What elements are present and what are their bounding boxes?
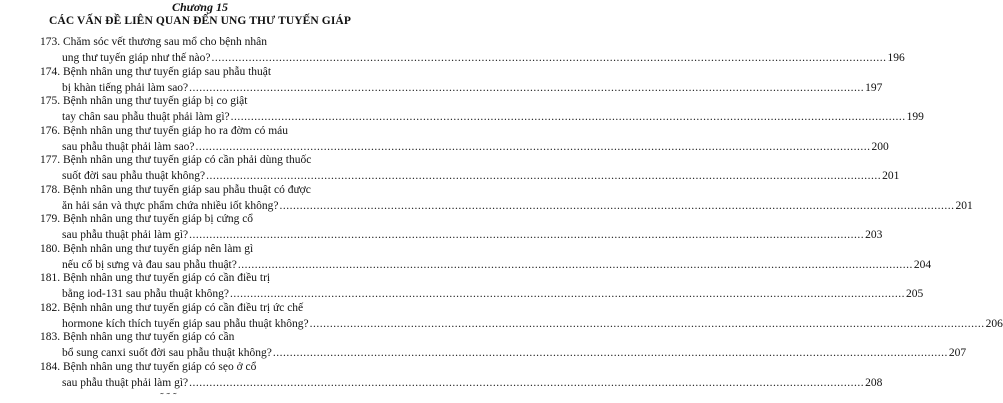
page-number: 201: [882, 170, 900, 182]
toc-entry[interactable]: [40, 242, 932, 274]
toc-entry[interactable]: [40, 153, 900, 185]
toc-entry-title: 184. Bệnh nhân ung thư tuyến giáp có sẹo ở cổ: [40, 360, 257, 373]
page-number: 197: [865, 81, 883, 94]
dot-leader: ........................................................................................................................................................................................................: [211, 52, 887, 64]
toc-entry[interactable]: [40, 94, 924, 126]
toc-entry-subtitle: ăn hải sản và thực phẩm chứa nhiều iốt không?: [62, 199, 279, 212]
dot-leader: ........................................................................................................................................................................................................: [206, 170, 882, 182]
page-number: 196: [887, 52, 905, 64]
toc-entry-title: 173. Chăm sóc vết thương sau mổ cho bệnh nhân: [40, 36, 267, 48]
page-number: 200: [871, 140, 889, 153]
cut-off-next-entry: ˜ ˜ ˜: [160, 391, 177, 403]
toc-entry-subtitle: ung thư tuyến giáp như thế nào?: [62, 52, 211, 64]
toc-entry[interactable]: [40, 124, 889, 156]
toc-entry-title: 183. Bệnh nhân ung thư tuyến giáp có cần: [40, 331, 235, 343]
page-number: 203: [865, 229, 883, 241]
page-number: 201: [955, 199, 973, 212]
toc-entry[interactable]: [40, 183, 973, 215]
toc-entry-subtitle: suốt đời sau phẫu thuật không?: [62, 170, 206, 182]
dot-leader: ........................................................................................................................................................................................................: [189, 229, 865, 241]
chapter-title: CÁC VẤN ĐỀ LIÊN QUAN ĐẾN UNG THƯ TUYẾN GIÁP: [49, 15, 351, 27]
dot-leader: ........................................................................................................................................................................................................: [195, 140, 871, 153]
toc-entry[interactable]: [40, 330, 967, 362]
toc-entry-subtitle: bổ sung canxi suốt đời sau phẫu thuật không?: [62, 347, 272, 359]
toc-entry-title: 175. Bệnh nhân ung thư tuyến giáp bị co giật: [40, 95, 248, 107]
chapter-label: Chương 15: [172, 0, 228, 14]
toc-entry-subtitle: tay chân sau phẫu thuật phải làm gì?: [62, 111, 230, 123]
page-number: 204: [913, 258, 932, 271]
toc-entry-title: 176. Bệnh nhân ung thư tuyến giáp ho ra đờm có máu: [40, 124, 289, 137]
toc-entry[interactable]: [40, 65, 883, 97]
toc-entry-title: 181. Bệnh nhân ung thư tuyến giáp có cần điều trị: [40, 272, 271, 284]
toc-entry-subtitle: bằng iod-131 sau phẫu thuật không?: [62, 288, 230, 300]
toc-entry-title: 182. Bệnh nhân ung thư tuyến giáp có cần điều trị ức chế: [40, 301, 304, 314]
toc-entry-subtitle: nếu cổ bị sưng và đau sau phẫu thuật?: [62, 258, 237, 271]
toc-entry[interactable]: [40, 360, 883, 392]
page-number: 205: [906, 288, 924, 300]
toc-entry[interactable]: [40, 212, 883, 244]
toc-entry-continuation: [62, 376, 883, 391]
toc-entry-title: 174. Bệnh nhân ung thư tuyến giáp sau phẫu thuật: [40, 65, 272, 78]
dot-leader: ........................................................................................................................................................................................................: [230, 288, 906, 300]
dot-leader: ........................................................................................................................................................................................................: [237, 258, 913, 271]
toc-entry-title: 180. Bệnh nhân ung thư tuyến giáp nên làm gì: [40, 242, 254, 255]
toc-entry-title: 179. Bệnh nhân ung thư tuyến giáp bị cứng cổ: [40, 213, 254, 225]
toc-entry-title: 178. Bệnh nhân ung thư tuyến giáp sau phẫu thuật có được: [40, 183, 311, 196]
page-number: 207: [948, 347, 967, 359]
toc-entry[interactable]: [40, 35, 905, 67]
toc-entry-subtitle: sau phẫu thuật phải làm gì?: [62, 376, 189, 389]
page-number: 199: [906, 111, 924, 123]
toc-entry-subtitle: bị khàn tiếng phải làm sao?: [62, 81, 189, 94]
toc-entry-subtitle: sau phẫu thuật phải làm sao?: [62, 140, 195, 153]
dot-leader: ........................................................................................................................................................................................................: [189, 81, 865, 94]
toc-entry-subtitle: sau phẫu thuật phải làm gì?: [62, 229, 189, 241]
toc-entry[interactable]: [40, 271, 924, 303]
toc-entry-title: 177. Bệnh nhân ung thư tuyến giáp có cần phải dùng thuốc: [40, 154, 312, 166]
page-number: 208: [865, 376, 883, 389]
dot-leader: ........................................................................................................................................................................................................: [272, 347, 948, 359]
dot-leader: ........................................................................................................................................................................................................: [189, 376, 865, 389]
toc-entry-subtitle: hormone kích thích tuyến giáp sau phẫu thuật không?: [62, 317, 309, 330]
dot-leader: ........................................................................................................................................................................................................: [309, 317, 985, 330]
page-number: 206: [985, 317, 1003, 330]
toc-entry[interactable]: [40, 301, 1003, 333]
dot-leader: ........................................................................................................................................................................................................: [230, 111, 906, 123]
dot-leader: ........................................................................................................................................................................................................: [279, 199, 955, 212]
